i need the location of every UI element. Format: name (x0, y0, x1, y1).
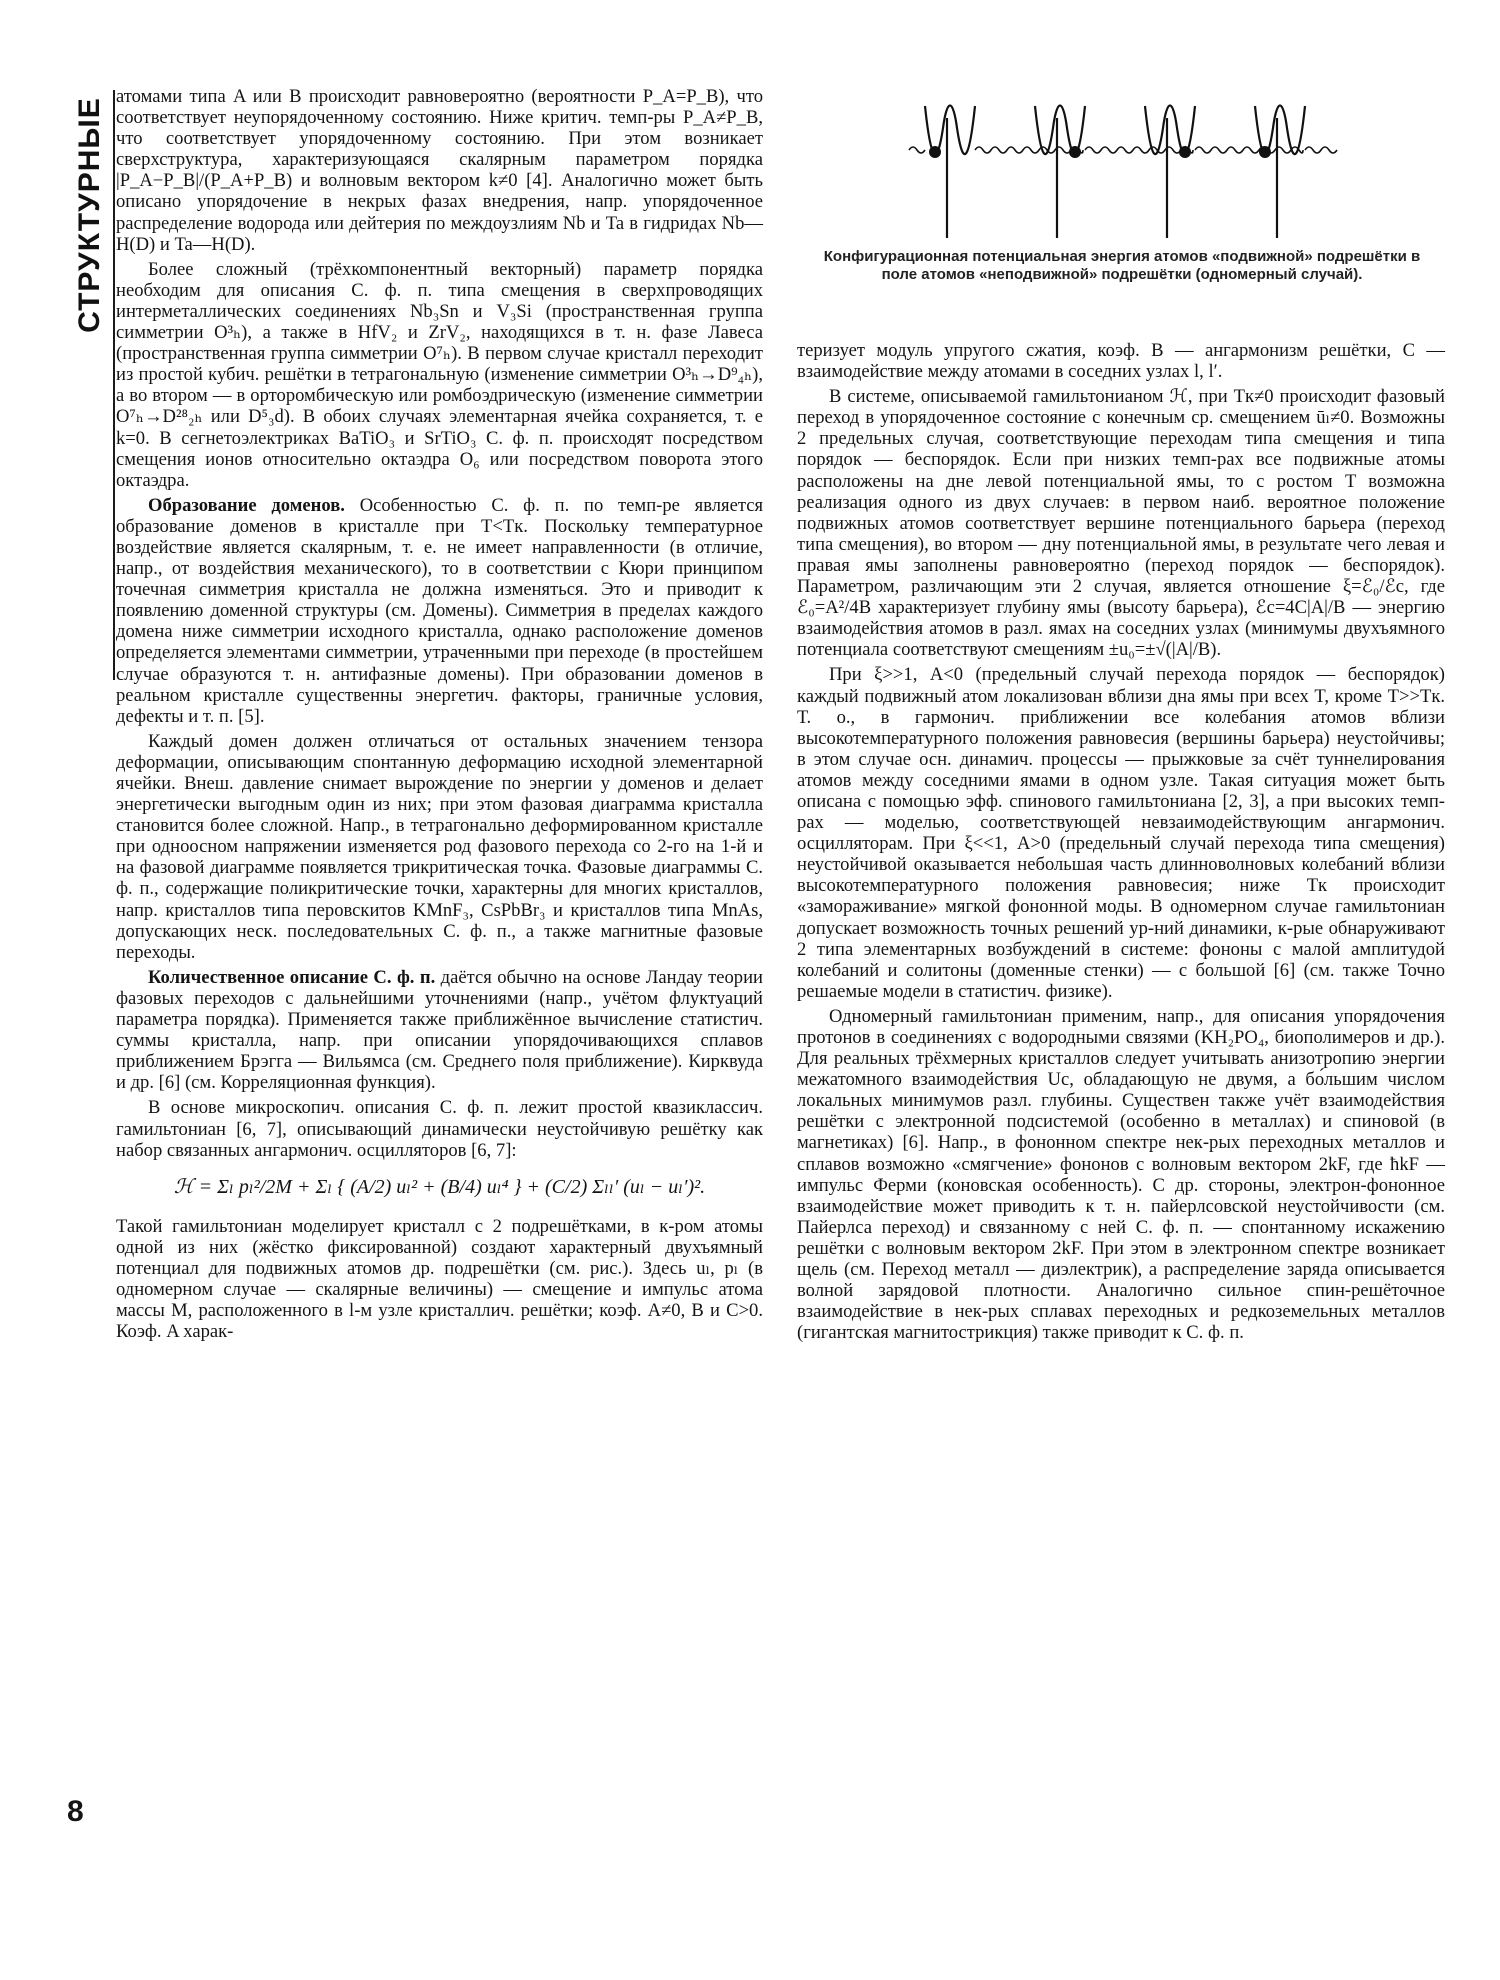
page-number: 8 (67, 1795, 84, 1828)
hamiltonian-formula: ℋ = Σₗ pₗ²/2M + Σₗ { (A/2) uₗ² + (B/4) uₗ⁴ } + (C/2) Σₗₗ′ (uₗ − uₗ′)². (173, 1175, 706, 1198)
spring-coupling (1195, 147, 1303, 153)
paragraph: теризует модуль упругого сжатия, коэф. B — ангармонизм решётки, C — взаимодействие между атомами в соседних узлах l, l′. (797, 340, 1445, 383)
paragraph: При ξ>>1, A<0 (предельный случай перехода порядок — беспорядок) каждый подвижный атом локализован вблизи дна ямы при всех T, кроме T>>Tк. Т. о., в гармонич. приближении все колебания атомов вблизи высокотемпературного положения равновесия (вершины барьера) неустойчивы; в этом случае осн. динамич. процессы — прыжковые за счёт туннелирования атомов между соседними ямами в одном узле. Такая ситуация может быть описана с помощью эфф. спинового гамильтониана [2, 3], а при высоких темп-рах — моделью, соответствующей невзаимодействующим ангармонич. осцилляторам. При ξ<<1, A>0 (предельный случай перехода типа смещения) неустойчивой оказывается небольшая часть длинноволновых колебаний вблизи высокотемпературного положения равновесия; ниже Tк происходит «замораживание» мягкой фононной моды. В одномерном случае гамильтониан допускает возможность точных решений ур-ний динамики, к-рые обнаруживают 2 типа элементарных возбуждений в системе: фононы с малой амплитудой колебаний и солитоны (доменные стенки) — с большой [6] (см. также Точно решаемые модели в статистич. физике). (797, 664, 1445, 1002)
margin-marker-line (113, 90, 115, 680)
mobile-atom (1069, 146, 1081, 158)
spring-coupling (1085, 147, 1193, 153)
paragraph: В основе микроскопич. описания С. ф. п. лежит простой квазиклассич. гамильтониан [6, 7], описывающий динамически неустойчивую решётку как набор связанных ангармонич. осцилляторов [6, 7]: (116, 1097, 763, 1161)
double-well-potential-diagram (907, 88, 1347, 238)
paragraph (116, 495, 763, 727)
mobile-atom (1259, 146, 1271, 158)
spring-coupling (909, 147, 925, 153)
section-lead-quantitative: Количественное описание С. ф. п. (148, 966, 436, 988)
section-lead-domains: Образование доменов. (148, 494, 345, 516)
paragraph: Каждый домен должен отличаться от остальных значением тензора деформации, описывающим спонтанную деформацию исходной элементарной ячейки. Внеш. давление снимает вырождение по энергии у доменов и делает энергетически выгодным один из них; при этом фазовая диаграмма кристалла становится более сложной. Напр., в тетрагонально деформированном кристалле при одноосном напряжении изменяется род фазового перехода со 2-го на 1-й и на фазовой диаграмме появляется трикритическая точка. Фазовые диаграммы С. ф. п., содержащие поликритические точки, характерны для многих кристаллов, напр. кристаллов типа перовскитов KMnF₃, CsPbBr₃ и кристаллов типа MnAs, допускающих неск. последовательных С. ф. п., а также магнитные фазовые переходы. (116, 730, 763, 963)
paragraph-body: Особенностью С. ф. п. по темп-ре является образование доменов в кристалле при T<Tк. Поскольку температурное воздействие является скалярным, т. е. не имеет направленности (в отличие, напр., от воздействия механического), то в соответствии с Кюри принципом точечная симметрия кристалла не должна изменяться. Это и приводит к появлению доменной структуры (см. Домены). Симметрия в пределах каждого домена ниже симметрии исходного кристалла, однако расположение доменов определяется элементами симметрии, утраченными при переходе (в простейшем случае образуются т. н. антифазные домены). При образовании доменов в реальном кристалле существенны энергетич. факторы, граничные условия, дефекты и т. п. [5]. (116, 494, 764, 727)
mobile-atom (1179, 146, 1191, 158)
running-title-text: СТРУКТУРНЫЕ (73, 97, 106, 333)
paragraph: В системе, описываемой гамильтонианом ℋ, при Tк≠0 происходит фазовый переход в упорядоченное состояние с конечным ср. смещением ūₗ≠0. Возможны 2 предельных случая, соответствующие переходам типа смещения и типа порядок — беспорядок. Если при низких темп-рах все подвижные атомы расположены на дне левой потенциальной ямы, то с ростом T возможна реализация одного из двух случаев: в первом наиб. вероятное положение подвижных атомов соответствует вершине потенциального барьера (переход типа смещения), во втором — дну потенциальной ямы, в результате чего левая и правая ямы заполнены равновероятно (переход порядок — беспорядок). Параметром, различающим эти 2 случая, является отношение ξ=ℰ₀/ℰc, где ℰ₀=A²/4B характеризует глубину ямы (высоту барьера), ℰc=4C|A|/B — энергию взаимодействия атомов в разл. ямах на соседних узлах (минимумы двухъямного потенциала соответствуют смещениям ±u₀=±√(|A|/B). (797, 386, 1445, 661)
mobile-atom (929, 146, 941, 158)
section-running-title (70, 92, 110, 338)
paragraph-body: даётся обычно на основе Ландау теории фазовых переходов с дальнейшими уточнениями (напр., учётом флуктуаций параметра порядка). Применяется также приближённое вычисление статистич. суммы кристалла, напр. при описании упорядочивающихся сплавов приближением Брэгга — Вильямса (см. Среднего поля приближение). Кирквуда и др. [6] (см. Корреляционная функция). (116, 966, 763, 1094)
spring-coupling (975, 147, 1083, 153)
paragraph: Одномерный гамильтониан применим, напр., для описания упорядочения протонов в соединениях с водородными связями (KH₂PO₄, биополимеров и др.). Для реальных трёхмерных кристаллов следует учитывать анизотропию энергии межатомного взаимодействия Uc, обладающую не двумя, а бо́льшим числом локальных минимумов разл. глубины. Существен также учёт взаимодействия решётки с электронной подсистемой (особенно в металлах) и спиновой (в магнетиках) [6]. Напр., в фононном спектре нек-рых переходных металлов и сплавов возможно «смягчение» фононов с волновым вектором 2kF, где ħkF — импульс Ферми (коновская особенность). С др. стороны, электрон-фононное взаимодействие может приводить к т. н. пайерлсовской неустойчивости (см. Пайерлса переход) и связанному с ней С. ф. п. — спонтанному искажению решётки с волновым вектором 2kF. При этом в электронном спектре возникает щель (см. Переход металл — диэлектрик), а распределение заряда описывается волной зарядовой плотности. Аналогично сильное спин-решёточное взаимодействие в нек-рых сплавах переходных и редкоземельных металлов (гигантская магнитострикция) также приводит к С. ф. п. (797, 1005, 1445, 1344)
spring-coupling (1305, 147, 1337, 153)
paragraph: Более сложный (трёхкомпонентный векторный) параметр порядка необходим для описания С. ф. п. типа смещения в сверхпроводящих интерметаллических соединениях Nb₃Sn и V₃Si (пространственная группа симметрии O³ₕ), а также в HfV₂ и ZrV₂, находящихся в т. н. фазе Лавеса (пространственная группа симметрии O⁷ₕ). В первом случае кристалл переходит из простой кубич. решётки в тетрагональную (изменение симметрии O³ₕ→D⁹₄ₕ), а во втором — в орторомбическую или ромбоэдрическую (изменение симметрии O⁷ₕ→D²⁸₂ₕ или D⁵₃d). В обоих случаях элементарная ячейка сохраняется, т. е k=0. В сегнетоэлектриках BaTiO₃ и SrTiO₃ С. ф. п. происходят посредством смещения ионов относительно октаэдра O₆ или посредством поворота этого октаэдра. (116, 258, 763, 491)
right-text-column (797, 340, 1445, 1347)
paragraph: атомами типа A или B происходит равновероятно (вероятности P_A=P_B), что соответствует неупорядоченному состоянию. Ниже критич. темп-ры P_A≠P_B, что соответствует упорядоченному состоянию. При этом возникает сверхструктура, характеризующаяся скалярным параметром порядка |P_A−P_B|/(P_A+P_B) и волновым вектором k≠0 [4]. Аналогично может быть описано упорядочение в некрых фазах внедрения, напр. упорядоченное распределение водорода или дейтерия по междоузлиям Nb и Ta в гидридах Nb—H(D) и Ta—H(D). (116, 86, 763, 255)
figure-caption: Конфигурационная потенциальная энергия атомов «подвижной» подрешётки в поле атомов «неподвижной» подрешётки (одномерный случай). (823, 248, 1421, 283)
left-text-column (116, 86, 763, 1346)
paragraph (116, 967, 763, 1094)
potential-energy-figure (797, 80, 1445, 320)
paragraph: Такой гамильтониан моделирует кристалл с 2 подрешётками, в к-ром атомы одной из них (жёстко фиксированной) создают характерный двухъямный потенциал для подвижных атомов др. подрешётки (см. рис.). Здесь uₗ, pₗ (в одномерном случае — скалярные величины) — смещение и импульс атома массы M, расположенного в l-м узле кристаллич. решётки; коэф. A≠0, B и C>0. Коэф. A харак- (116, 1215, 763, 1343)
